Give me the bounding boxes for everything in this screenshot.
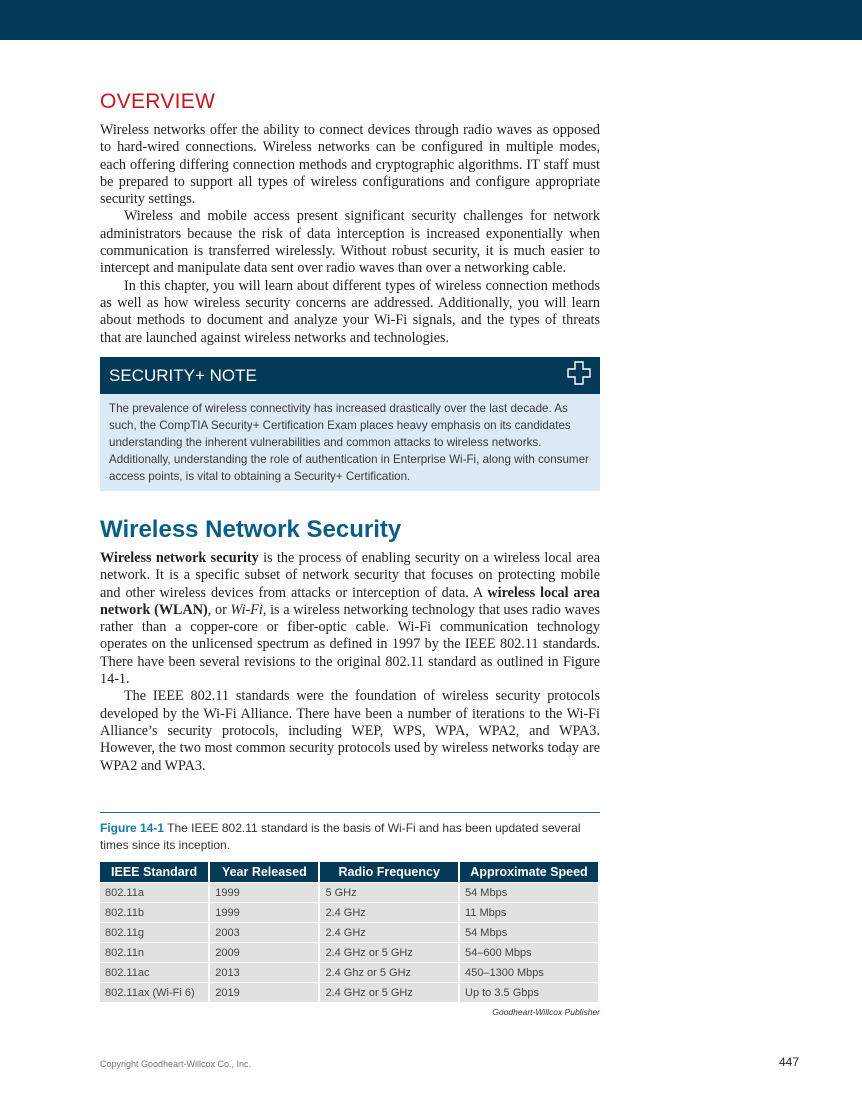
column-header: IEEE Standard: [100, 862, 209, 883]
table-row: [100, 983, 599, 1003]
security-note: [100, 357, 600, 491]
table-cell: 450–1300 Mbps: [459, 963, 599, 983]
table-cell: 802.11n: [100, 943, 209, 963]
text-run: is the process of enabling security on a wireless local area network. It is a specific subset of network security that focuses on protecting mobile and other wireless devices from attacks or interception of data. A: [100, 550, 600, 601]
table-cell: 2013: [209, 963, 319, 983]
table-cell: 802.11g: [100, 923, 209, 943]
paragraph: [100, 278, 600, 347]
text-run: , is a wireless networking technology that uses radio waves rather than a copper-core or fiber-optic cable. Wi-Fi communication technology operates on the unlicensed spectrum as defined in 1997 by the IEEE 802.11 standards. There have been several revisions to the original 802.11 standard as outlined in Figure 14-1.: [100, 601, 601, 688]
table-cell: 5 GHz: [319, 883, 459, 903]
figure-14-1: [100, 812, 600, 1017]
overview-heading: OVERVIEW: [100, 90, 216, 113]
table-cell: 2.4 Ghz or 5 GHz: [319, 963, 459, 983]
figure-caption-text: The IEEE 802.11 standard is the basis of Wi-Fi and has been updated several times since its inception.: [100, 821, 581, 852]
table-cell: 802.11ax (Wi-Fi 6): [100, 983, 209, 1003]
figure-credit: Goodheart-Willcox Publisher: [492, 1007, 600, 1017]
column-header: Radio Frequency: [319, 862, 459, 883]
column-header: Year Released: [209, 862, 319, 883]
figure-caption: [100, 820, 600, 854]
table-cell: Up to 3.5 Gbps: [459, 983, 599, 1003]
copyright: Copyright Goodheart-Willcox Co., Inc.: [100, 1059, 252, 1069]
table-cell: 2009: [209, 943, 319, 963]
table-cell: 1999: [209, 903, 319, 923]
table-cell: 54 Mbps: [459, 883, 599, 903]
table-cell: 1999: [209, 883, 319, 903]
table-cell: 802.11b: [100, 903, 209, 923]
table-row: [100, 943, 599, 963]
text-run: The IEEE 802.11 standards were the foundation of wireless security protocols developed by the Wi-Fi Alliance. There have been a number of iterations to the Wi-Fi Alliance’s security protocols, including WEP, WPS, WPA, WPA2, and WPA3. However, the two most common security protocols used by wireless networks today are WPA2 and WPA3.: [100, 688, 600, 774]
section-body: [100, 550, 600, 775]
table-cell: 2003: [209, 923, 319, 943]
table-row: [100, 923, 599, 943]
plus-outline-icon: [567, 361, 591, 390]
page-number: 447: [779, 1055, 800, 1069]
table-cell: 802.11ac: [100, 963, 209, 983]
text-run: Wireless networks offer the ability to connect devices through radio waves as opposed to hard-wired connections. Wireless networks can be configured in multiple modes, each offering differing connection methods and cryptographic algorithms. IT staff must be prepared to support all types of wireless configurations and configure appropriate security settings.: [100, 122, 600, 208]
table-cell: 2.4 GHz or 5 GHz: [319, 983, 459, 1003]
section-heading: Wireless Network Security: [100, 516, 402, 543]
table-cell: 2.4 GHz: [319, 923, 459, 943]
security-note-title: SECURITY+ NOTE: [109, 365, 257, 385]
security-note-header: [100, 357, 600, 394]
table-cell: 802.11a: [100, 883, 209, 903]
paragraph: [100, 550, 600, 688]
overview-body: [100, 122, 600, 347]
text-run: Wireless and mobile access present significant security challenges for network administrators because the risk of data interception is increased exponentially when communication is transferred wirelessly. Without robust security, it is much easier to intercept and manipulate data sent over radio waves than over a networking cable.: [100, 208, 600, 277]
key-term: wireless local area network (WLAN): [100, 584, 600, 618]
emphasis: Wi-Fi: [230, 601, 263, 618]
table-cell: 54 Mbps: [459, 923, 599, 943]
table-row: [100, 963, 599, 983]
security-note-body: The prevalence of wireless connectivity has increased drastically over the last decade. As such, the CompTIA Security+ Certification Exam places heavy emphasis on its candidates understanding the inherent vulnerabilities and common attacks to wireless networks. Additionally, understanding the role of authentication in Enterprise Wi-Fi, along with consumer access points, is vital to obtaining a Security+ Certification.: [100, 394, 600, 491]
key-term: Wireless network security: [100, 550, 259, 566]
table-cell: 2019: [209, 983, 319, 1003]
table-row: [100, 903, 599, 923]
table-cell: 54–600 Mbps: [459, 943, 599, 963]
ieee-standards-table: [100, 862, 600, 1003]
table-row: [100, 883, 599, 903]
figure-label: Figure 14-1: [100, 821, 165, 835]
header-bar: [0, 0, 862, 40]
paragraph: [100, 688, 600, 774]
table-cell: 2.4 GHz: [319, 903, 459, 923]
paragraph: [100, 122, 600, 208]
table-cell: 11 Mbps: [459, 903, 599, 923]
text-run: , or: [207, 601, 231, 618]
column-header: Approximate Speed: [459, 862, 599, 883]
text-run: In this chapter, you will learn about different types of wireless connection methods as well as how wireless security concerns are addressed. Additionally, you will learn about methods to document and analyze your Wi-Fi signals, and the types of threats that are launched against wireless networks and technologies.: [100, 277, 600, 346]
paragraph: [100, 208, 600, 277]
table-cell: 2.4 GHz or 5 GHz: [319, 943, 459, 963]
